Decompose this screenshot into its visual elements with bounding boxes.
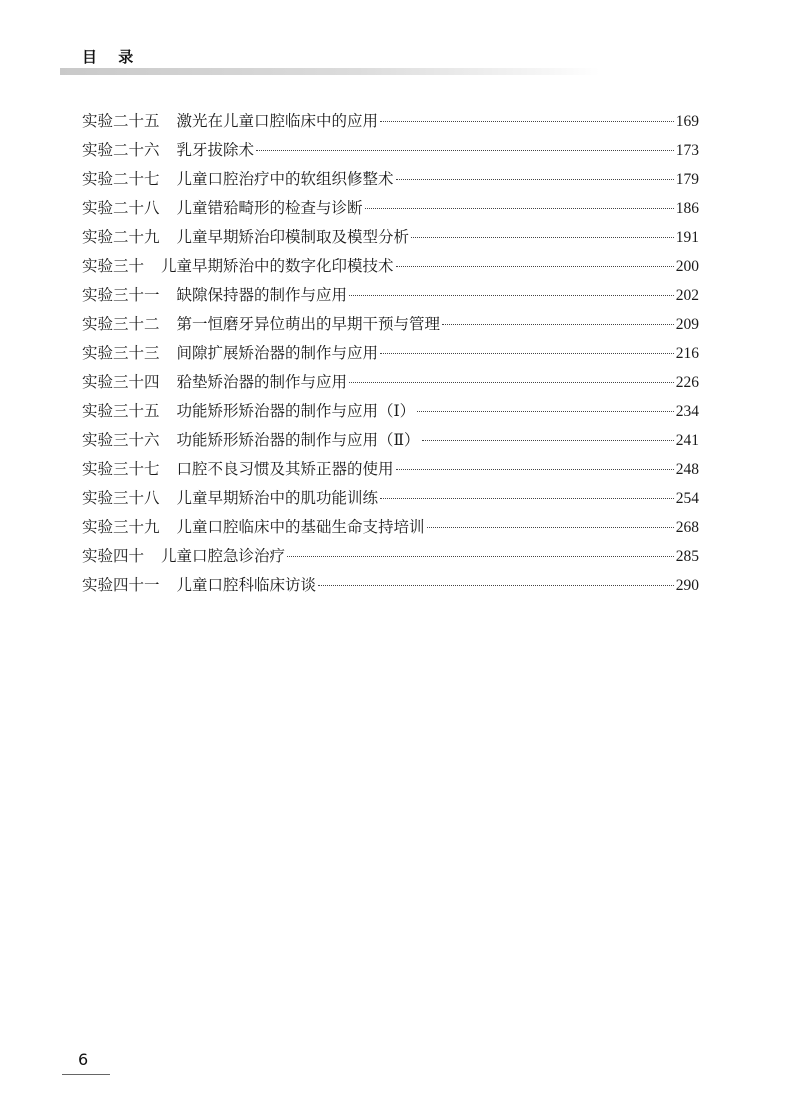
toc-entry-title: 间隙扩展矫治器的制作与应用 [176,344,379,362]
toc-entry[interactable] [82,165,699,194]
toc-dot-leader [380,121,674,122]
toc-dot-leader [318,585,674,586]
page-number: 6 [78,1050,89,1069]
toc-dot-leader [256,150,674,151]
toc-dot-leader [349,295,674,296]
toc-entry-page: 241 [675,432,699,449]
toc-entry-page: 191 [675,229,699,246]
toc-entry-page: 248 [675,461,699,478]
toc-entry-number: 实验四十 [82,547,145,565]
toc-entry-number: 实验三十五 [82,402,160,420]
toc-entry[interactable] [82,194,699,223]
toc-entry-title: 儿童早期矫治中的数字化印模技术 [161,257,394,275]
toc-entry-number: 实验三十八 [82,489,160,507]
toc-entry-number: 实验二十八 [82,199,160,217]
toc-entry-title: 儿童口腔治疗中的软组织修整术 [176,170,394,188]
toc-entry-number: 实验二十六 [82,141,160,159]
toc-entry-page: 179 [675,171,699,188]
toc-entry-title: 激光在儿童口腔临床中的应用 [176,112,379,130]
section-header: 目 录 [82,48,142,66]
toc-entry-number: 实验二十五 [82,112,160,130]
toc-entry[interactable] [82,310,699,339]
toc-dot-leader [380,353,674,354]
toc-entry-title: 缺隙保持器的制作与应用 [176,286,348,304]
toc-entry[interactable] [82,484,699,513]
toc-entry[interactable] [82,542,699,571]
toc-dot-leader [396,179,674,180]
toc-entry[interactable] [82,252,699,281]
toc-entry-number: 实验三十四 [82,373,160,391]
toc-entry-title: 儿童早期矫治印模制取及模型分析 [176,228,410,246]
toc-entry[interactable] [82,455,699,484]
toc-entry-number: 实验二十七 [82,170,160,188]
toc-entry-title: 功能矫形矫治器的制作与应用（Ⅱ） [176,431,420,449]
header-gradient-bar [60,68,600,75]
toc-dot-leader [427,527,674,528]
toc-entry-title: 𬌗垫矫治器的制作与应用 [176,373,348,391]
toc-entry-page: 173 [675,142,699,159]
toc-entry[interactable] [82,368,699,397]
toc-dot-leader [396,469,674,470]
toc-entry[interactable] [82,339,699,368]
toc-dot-leader [396,266,674,267]
toc-entry[interactable] [82,136,699,165]
toc-dot-leader [349,382,674,383]
toc-entry-page: 216 [675,345,699,362]
toc-dot-leader [417,411,674,412]
toc-entry[interactable] [82,513,699,542]
toc-entry[interactable] [82,397,699,426]
toc-entry-page: 226 [675,374,699,391]
toc-entry-page: 200 [675,258,699,275]
toc-entry[interactable] [82,223,699,252]
toc-dot-leader [380,498,674,499]
toc-entry-number: 实验三十六 [82,431,160,449]
toc-entry-title: 功能矫形矫治器的制作与应用（Ⅰ） [176,402,416,420]
toc-entry-title: 儿童口腔科临床访谈 [176,576,317,594]
toc-entry-page: 285 [675,548,699,565]
toc-dot-leader [287,556,674,557]
toc-entry-title: 第一恒磨牙异位萌出的早期干预与管理 [176,315,441,333]
toc-entry-title: 儿童口腔临床中的基础生命支持培训 [176,518,425,536]
toc-entry-title: 儿童错𬌗畸形的检查与诊断 [176,199,363,217]
toc-entry-page: 234 [675,403,699,420]
toc-entry-page: 254 [675,490,699,507]
toc-entry-title: 乳牙拔除术 [176,141,255,159]
toc-entry-page: 209 [675,316,699,333]
toc-entry[interactable] [82,281,699,310]
toc-entry-number: 实验三十二 [82,315,160,333]
toc-entry-page: 169 [675,113,699,130]
toc-dot-leader [422,440,674,441]
toc-dot-leader [442,324,674,325]
toc-entry[interactable] [82,426,699,455]
table-of-contents [82,107,699,600]
toc-entry-number: 实验二十九 [82,228,160,246]
toc-entry-title: 口腔不良习惯及其矫正器的使用 [176,460,394,478]
toc-entry-page: 290 [675,577,699,594]
toc-entry-number: 实验三十 [82,257,145,275]
toc-entry-number: 实验三十七 [82,460,160,478]
toc-entry-title: 儿童口腔急诊治疗 [161,547,286,565]
toc-entry-page: 202 [675,287,699,304]
toc-entry-number: 实验三十三 [82,344,160,362]
footer-rule [62,1074,110,1075]
toc-entry-number: 实验三十一 [82,286,160,304]
toc-dot-leader [365,208,674,209]
toc-entry[interactable] [82,107,699,136]
toc-dot-leader [411,237,674,238]
toc-entry[interactable] [82,571,699,600]
toc-entry-page: 268 [675,519,699,536]
toc-entry-page: 186 [675,200,699,217]
toc-entry-number: 实验四十一 [82,576,160,594]
toc-entry-title: 儿童早期矫治中的肌功能训练 [176,489,379,507]
toc-entry-number: 实验三十九 [82,518,160,536]
